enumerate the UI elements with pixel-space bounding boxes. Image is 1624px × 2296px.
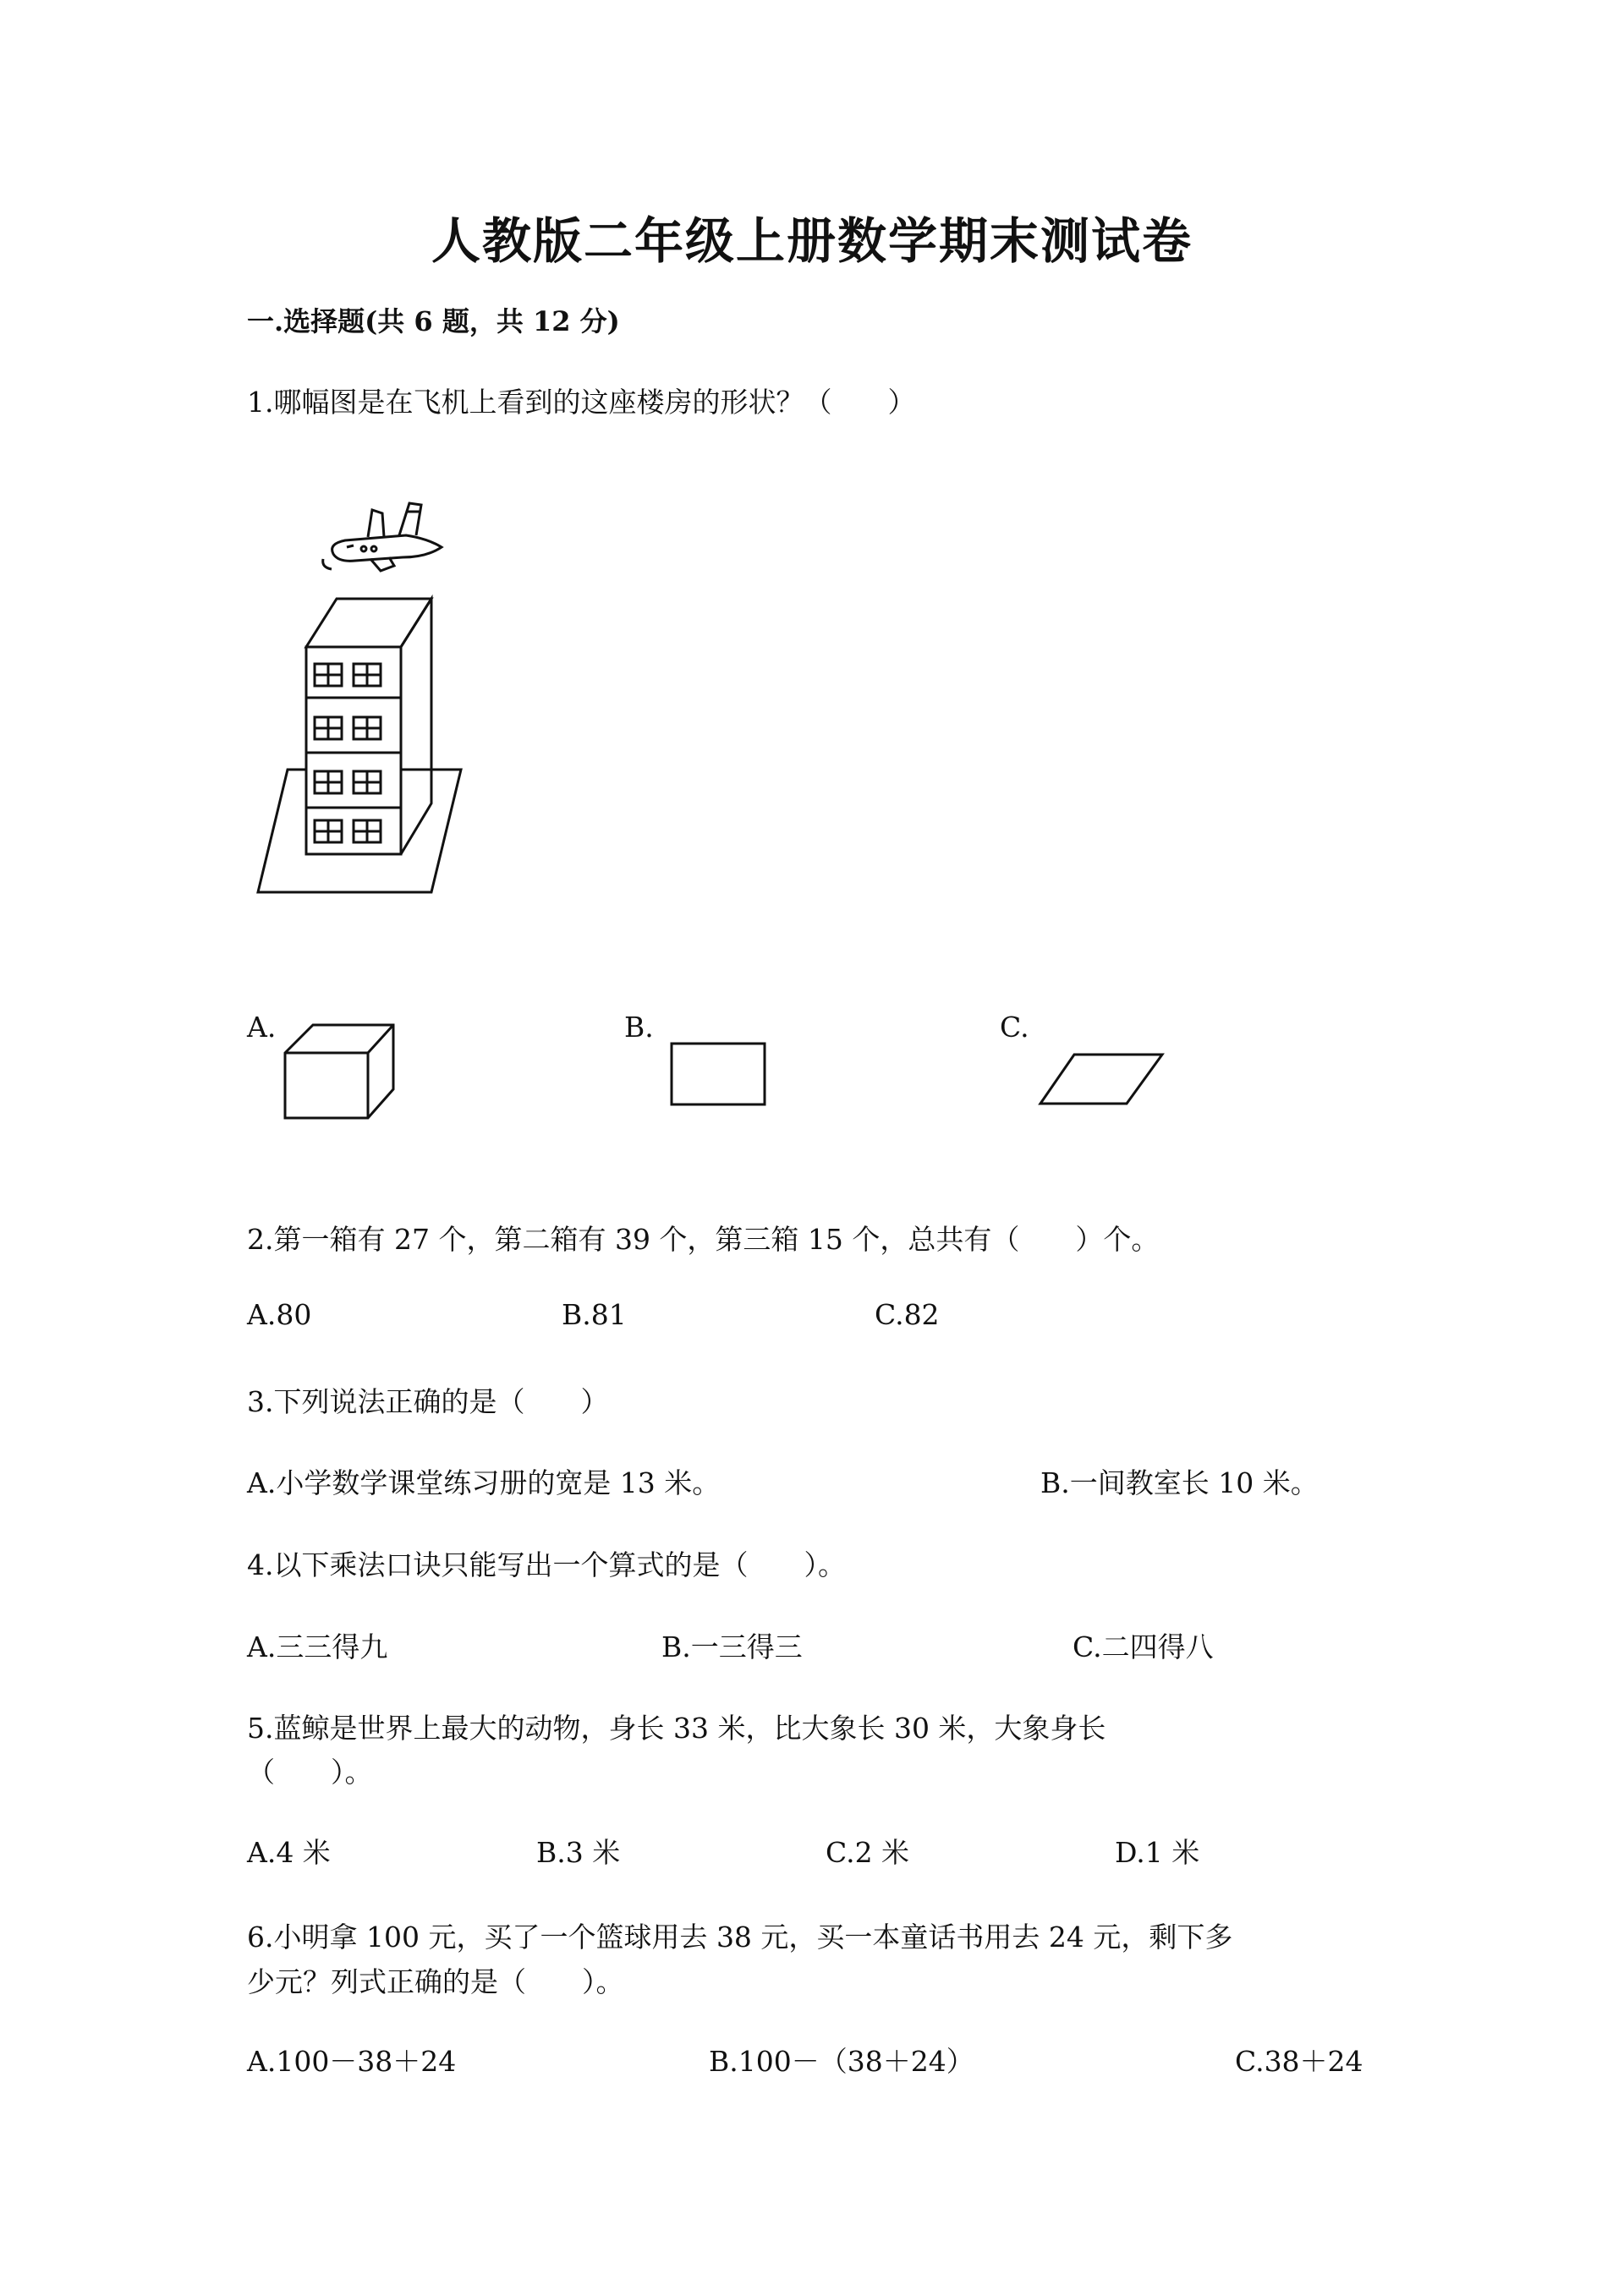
q5-option-d: D.1 米 (1115, 1836, 1200, 1869)
q1-option-b-rectangle-shape (670, 1042, 767, 1108)
building-illustration (254, 592, 474, 905)
q2-option-a: A.80 (247, 1298, 312, 1331)
q5-option-b: B.3 米 (536, 1836, 621, 1869)
question-3: 3.下列说法正确的是（ ） (247, 1385, 609, 1418)
question-6-line-1: 6.小明拿 100 元，买了一个篮球用去 38 元，买一本童话书用去 24 元，剩下多 (247, 1921, 1233, 1954)
q4-option-b: B.一三得三 (661, 1630, 803, 1663)
page-title: 人教版二年级上册数学期末测试卷 (431, 212, 1193, 270)
q5-option-c: C.2 米 (826, 1836, 910, 1869)
question-5-line-2: （ ）。 (247, 1756, 373, 1789)
question-1: 1.哪幅图是在飞机上看到的这座楼房的形状？（ ） (247, 386, 916, 419)
q1-option-c-parallelogram-shape (1039, 1051, 1166, 1106)
q6-option-b: B.100－（38＋24） (709, 2045, 974, 2078)
question-6-line-2: 少元？列式正确的是（ ）。 (247, 1965, 624, 1998)
q5-option-a: A.4 米 (247, 1836, 331, 1869)
q2-option-b: B.81 (562, 1298, 627, 1331)
q1-option-b: B. (624, 1011, 654, 1044)
question-2: 2.第一箱有 27 个，第二箱有 39 个，第三箱 15 个，总共有（ ）个。 (247, 1223, 1160, 1256)
airplane-illustration (321, 495, 448, 571)
q3-option-a: A.小学数学课堂练习册的宽是 13 米。 (247, 1466, 721, 1499)
question-4: 4.以下乘法口诀只能写出一个算式的是（ ）。 (247, 1548, 846, 1581)
q1-option-a-cube-shape (283, 1023, 398, 1121)
q2-option-c: C.82 (875, 1298, 940, 1331)
section-heading: 一.选择题(共 6 题，共 12 分) (247, 305, 620, 337)
question-5-line-1: 5.蓝鲸是世界上最大的动物，身长 33 米，比大象长 30 米，大象身长 (247, 1712, 1106, 1745)
q4-option-c: C.二四得八 (1073, 1630, 1214, 1663)
q6-option-a: A.100－38＋24 (247, 2045, 457, 2078)
q6-option-c: C.38＋24 (1235, 2045, 1363, 2078)
q4-option-a: A.三三得九 (247, 1630, 388, 1663)
q3-option-b: B.一间教室长 10 米。 (1040, 1466, 1319, 1499)
q1-option-c: C. (1000, 1011, 1029, 1044)
q1-option-a: A. (247, 1011, 277, 1044)
